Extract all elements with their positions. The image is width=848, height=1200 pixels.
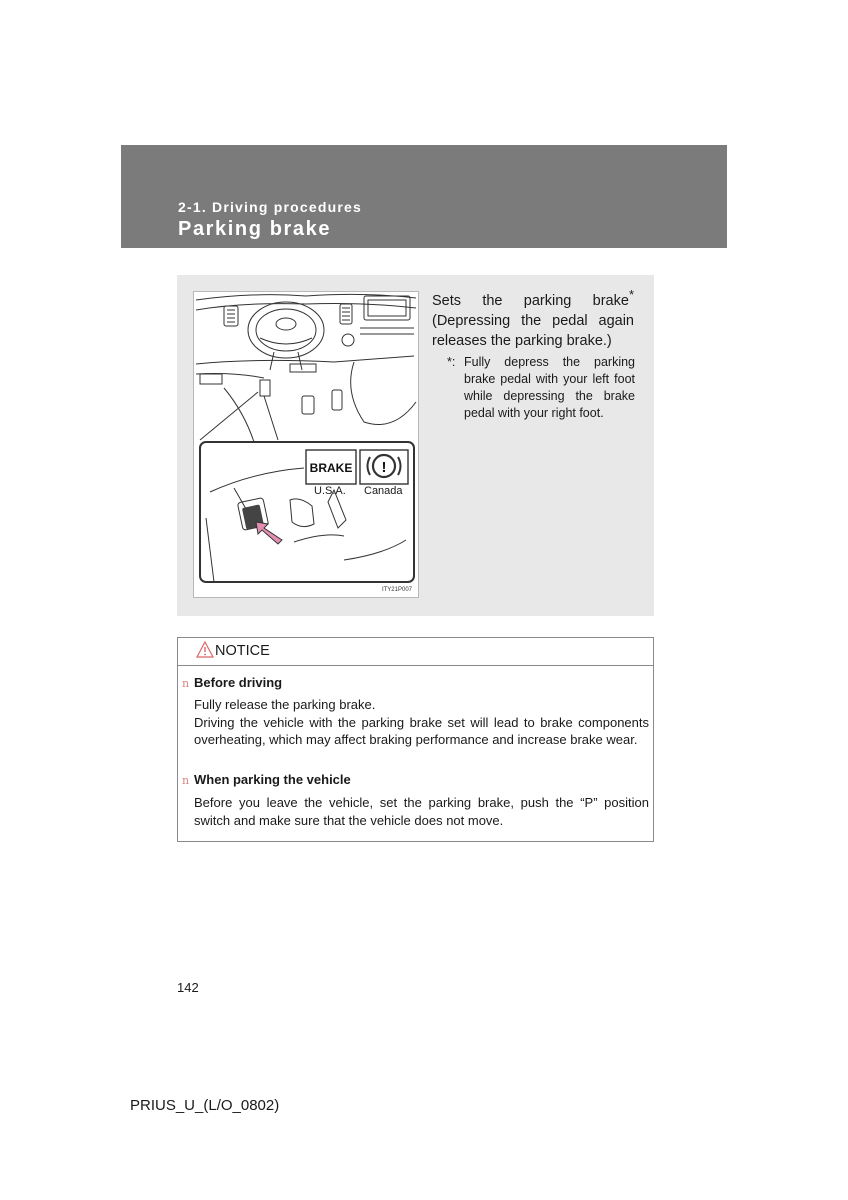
figure-panel [177, 275, 654, 616]
bullet-icon: n [182, 677, 190, 690]
page-number: 142 [177, 980, 199, 995]
dashboard-drawing [194, 292, 418, 597]
notice-item-heading: Before driving [194, 675, 283, 690]
footnote-mark: *: [447, 355, 456, 369]
description-main: Sets the parking brake [432, 292, 629, 309]
footnote-text: Fully depress the parking brake pedal with your left foot while depressing the brake pedal with your right foot. [464, 355, 635, 420]
description-text [432, 285, 634, 351]
notice-item-line: Driving the vehicle with the parking brake set will lead to brake components overheating, which may affect braking performance and increase brake wear. [194, 714, 649, 747]
parking-brake-illustration [193, 291, 419, 598]
footnote [447, 354, 635, 422]
warning-icon [196, 641, 214, 659]
document-code: PRIUS_U_(L/O_0802) [130, 1097, 280, 1114]
header-band [121, 145, 727, 248]
page-title: Parking brake [178, 218, 332, 240]
figure-code: ITY21P007 [381, 587, 412, 593]
notice-item-body [194, 794, 649, 829]
notice-header [178, 638, 653, 666]
svg-text:!: ! [381, 459, 387, 476]
section-label: 2-1. Driving procedures [178, 199, 362, 215]
notice-title: NOTICE [215, 643, 270, 659]
description-main-rest: (Depressing the pedal again releases the parking brake.) [432, 312, 634, 349]
label-canada: Canada [364, 485, 403, 497]
label-usa: U.S.A. [314, 485, 346, 497]
notice-item-body [194, 696, 649, 749]
notice-item-heading: When parking the vehicle [194, 772, 351, 787]
notice-box [177, 637, 654, 842]
asterisk-mark: * [628, 287, 634, 302]
brake-badge-text: BRAKE [309, 461, 353, 475]
bullet-icon: n [182, 774, 190, 787]
notice-item-line: Fully release the parking brake. [194, 697, 376, 712]
notice-item-line: Before you leave the vehicle, set the parking brake, push the “P” position switch and make sure that the vehicle does not move. [194, 795, 649, 828]
